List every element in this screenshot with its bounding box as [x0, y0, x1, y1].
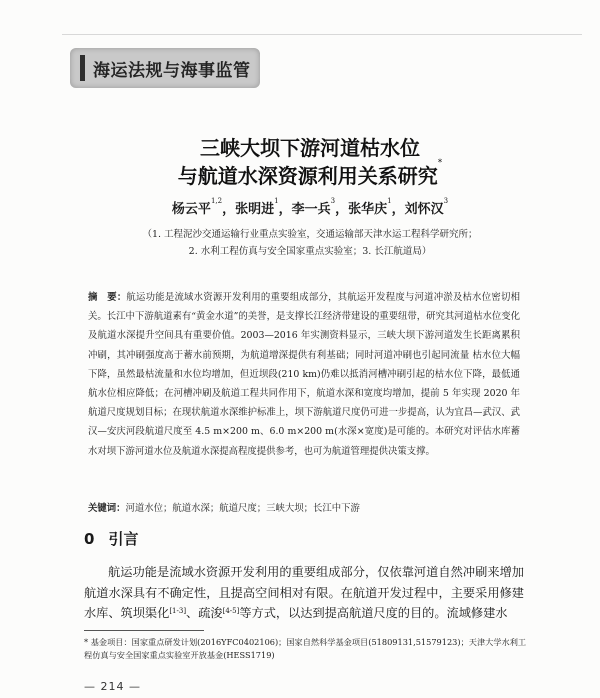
- abstract: [88, 288, 520, 461]
- author-affiliation-sup: 3: [443, 197, 449, 205]
- abstract-label: 摘 要：: [88, 292, 127, 303]
- section-header-label: 海运法规与海事监管: [93, 60, 251, 81]
- author-list: [110, 198, 510, 217]
- author-separator: ，: [335, 202, 349, 217]
- paper-title-line2-text: 与航道水深资源利用关系研究: [177, 164, 438, 188]
- citation-ref: [4-5]: [222, 607, 240, 615]
- body-text-part3: 等方式，以达到提高航道尺度的目的。流域修建水: [239, 606, 508, 620]
- body-text-part2: 、疏浚: [186, 606, 223, 620]
- author-affiliation-sup: 3: [330, 197, 336, 205]
- author-name: 李一兵: [291, 202, 331, 217]
- page-number: — 214 —: [84, 680, 141, 693]
- abstract-text: 航运功能是流域水资源开发利用的重要组成部分，其航运开发程度与河道冲淤及枯水位密切相关。长江中下游航道素有“黄金水道”的美誉，是支撑长江经济带建设的重要纽带，研究其河道枯水位变化及航道水深提升空间具有重要价值。2003—2016 年实测资料显示，三峡大坝下游河道发生长距离累积冲刷，其冲刷强度高于蓄水前预期，为航道增深提供有利基础；同时河道冲刷也引起同流量 枯水位大幅下降，虽然最枯流量和水位均增加，但近坝段(210 km)仍难以抵消河槽冲刷引起的枯水位下降，最低通航水位相应降低；在河槽冲刷及航道工程共同作用下，航道水深和宽度均增加，提前 5 年实现 2020 年航道尺度规划目标；在现状航道水深维护标准上，坝下游航道尺度仍可进一步提高，认为宜昌—武汉、武汉—安庆河段航道尺度至 4.5 m×200 m、6.0 m×200 m(水深×宽度)是可能的。本研究对评估水库蓄水对坝下游河道水位及航道水深提高程度提供参考，也可为航道管理提供决策支撑。: [88, 292, 520, 457]
- section-heading-introduction: [84, 528, 138, 549]
- body-text-part1: 航运功能是流域水资源开发利用的重要组成部分，仅依靠河道自然冲刷来增加航道水深具有不确定性，且提高空间相对有限。在航道开发过程中，主要采用修建水库、筑坝渠化: [84, 565, 524, 620]
- banner-accent-bar: [80, 55, 85, 81]
- author-name: 杨云平: [171, 202, 211, 217]
- title-footnote-marker: *: [437, 158, 443, 168]
- affiliation-line1: （1. 工程泥沙交通运输行业重点实验室，交通运输部天津水运工程科学研究所；: [142, 229, 478, 240]
- funding-footnote: [84, 636, 534, 662]
- section-title: 引言: [108, 530, 139, 548]
- keywords-label: 关键词：: [88, 503, 126, 514]
- author-affiliation-sup: 1: [274, 197, 279, 205]
- paper-title-line1: 三峡大坝下游河道枯水位: [200, 136, 420, 160]
- footnote-rule: [84, 630, 204, 631]
- keywords-text: 河道水位；航道水深；航道尺度；三峡大坝；长江中下游: [125, 503, 360, 514]
- author-separator: ，: [222, 202, 236, 217]
- author-affiliation-sup: 1: [387, 197, 392, 205]
- author-name: 张华庆: [348, 202, 388, 217]
- keywords: [88, 500, 520, 514]
- affiliation-line2: 2. 水利工程仿真与安全国家重点实验室；3. 长江航道局）: [188, 246, 432, 257]
- footnote-marker: *: [84, 637, 89, 647]
- author-separator: ，: [278, 202, 292, 217]
- author-name: 张明进: [235, 202, 275, 217]
- top-rule: [62, 34, 582, 35]
- paper-title-line2: [110, 160, 510, 189]
- author-separator: ，: [391, 202, 405, 217]
- footnote-text: 基金项目：国家重点研发计划(2016YFC0402106)；国家自然科学基金项目(51809131,51579123)；天津大学水利工程仿真与安全国家重点实验室开放基金(HESS1719): [84, 637, 527, 660]
- author-name: 刘怀汉: [404, 202, 444, 217]
- section-number: 0: [84, 530, 95, 548]
- citation-ref: [1-3]: [169, 607, 187, 615]
- body-paragraph: [84, 562, 524, 624]
- author-affiliation-sup: 1,2: [210, 197, 223, 205]
- section-header-banner: [70, 48, 260, 88]
